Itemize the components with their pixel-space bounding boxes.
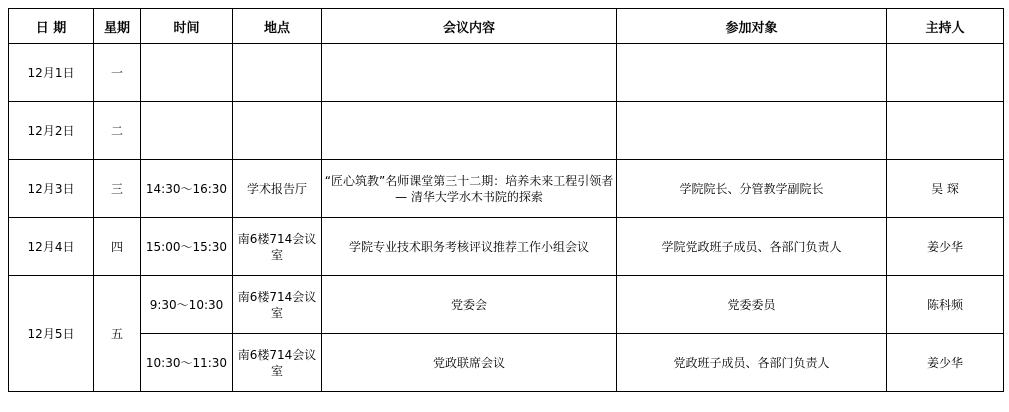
host-cell [887, 102, 1004, 160]
host-cell [887, 44, 1004, 102]
date-cell: 12月4日 [9, 218, 94, 276]
weekday-cell: 一 [94, 44, 141, 102]
time-cell: 9:30～10:30 [141, 276, 233, 334]
attendees-cell [617, 44, 887, 102]
meeting-schedule-table [8, 8, 1004, 392]
place-cell [233, 102, 322, 160]
date-cell: 12月1日 [9, 44, 94, 102]
header-row [9, 9, 1004, 44]
time-cell [141, 44, 233, 102]
attendees-cell: 学院党政班子成员、各部门负责人 [617, 218, 887, 276]
table-row [9, 44, 1004, 102]
table-row [9, 160, 1004, 218]
host-cell: 吴 琛 [887, 160, 1004, 218]
content-cell: 学院专业技术职务考核评议推荐工作小组会议 [322, 218, 617, 276]
header-place: 地点 [233, 9, 322, 44]
attendees-cell: 党政班子成员、各部门负责人 [617, 334, 887, 392]
content-cell [322, 102, 617, 160]
attendees-cell: 学院院长、分管教学副院长 [617, 160, 887, 218]
content-cell: 党委会 [322, 276, 617, 334]
content-cell [322, 44, 617, 102]
header-date: 日 期 [9, 9, 94, 44]
place-cell [233, 44, 322, 102]
time-cell [141, 102, 233, 160]
table-row [9, 218, 1004, 276]
table-row [9, 276, 1004, 334]
weekday-cell: 二 [94, 102, 141, 160]
date-cell: 12月2日 [9, 102, 94, 160]
place-cell: 南6楼714会议室 [233, 334, 322, 392]
host-cell: 陈科频 [887, 276, 1004, 334]
attendees-cell [617, 102, 887, 160]
weekday-cell: 四 [94, 218, 141, 276]
time-cell: 14:30～16:30 [141, 160, 233, 218]
time-cell: 10:30～11:30 [141, 334, 233, 392]
content-cell: “匠心筑教”名师课堂第三十二期：培养未来工程引领者 — 清华大学水木书院的探索 [322, 160, 617, 218]
place-cell: 学术报告厅 [233, 160, 322, 218]
attendees-cell: 党委委员 [617, 276, 887, 334]
date-cell: 12月5日 [9, 276, 94, 392]
date-cell: 12月3日 [9, 160, 94, 218]
header-attendees: 参加对象 [617, 9, 887, 44]
table-row [9, 334, 1004, 392]
table-row [9, 102, 1004, 160]
host-cell: 姜少华 [887, 218, 1004, 276]
place-cell: 南6楼714会议室 [233, 276, 322, 334]
time-cell: 15:00～15:30 [141, 218, 233, 276]
weekday-cell: 三 [94, 160, 141, 218]
header-content: 会议内容 [322, 9, 617, 44]
host-cell: 姜少华 [887, 334, 1004, 392]
place-cell: 南6楼714会议室 [233, 218, 322, 276]
header-weekday: 星期 [94, 9, 141, 44]
header-time: 时间 [141, 9, 233, 44]
content-cell: 党政联席会议 [322, 334, 617, 392]
weekday-cell: 五 [94, 276, 141, 392]
header-host: 主持人 [887, 9, 1004, 44]
